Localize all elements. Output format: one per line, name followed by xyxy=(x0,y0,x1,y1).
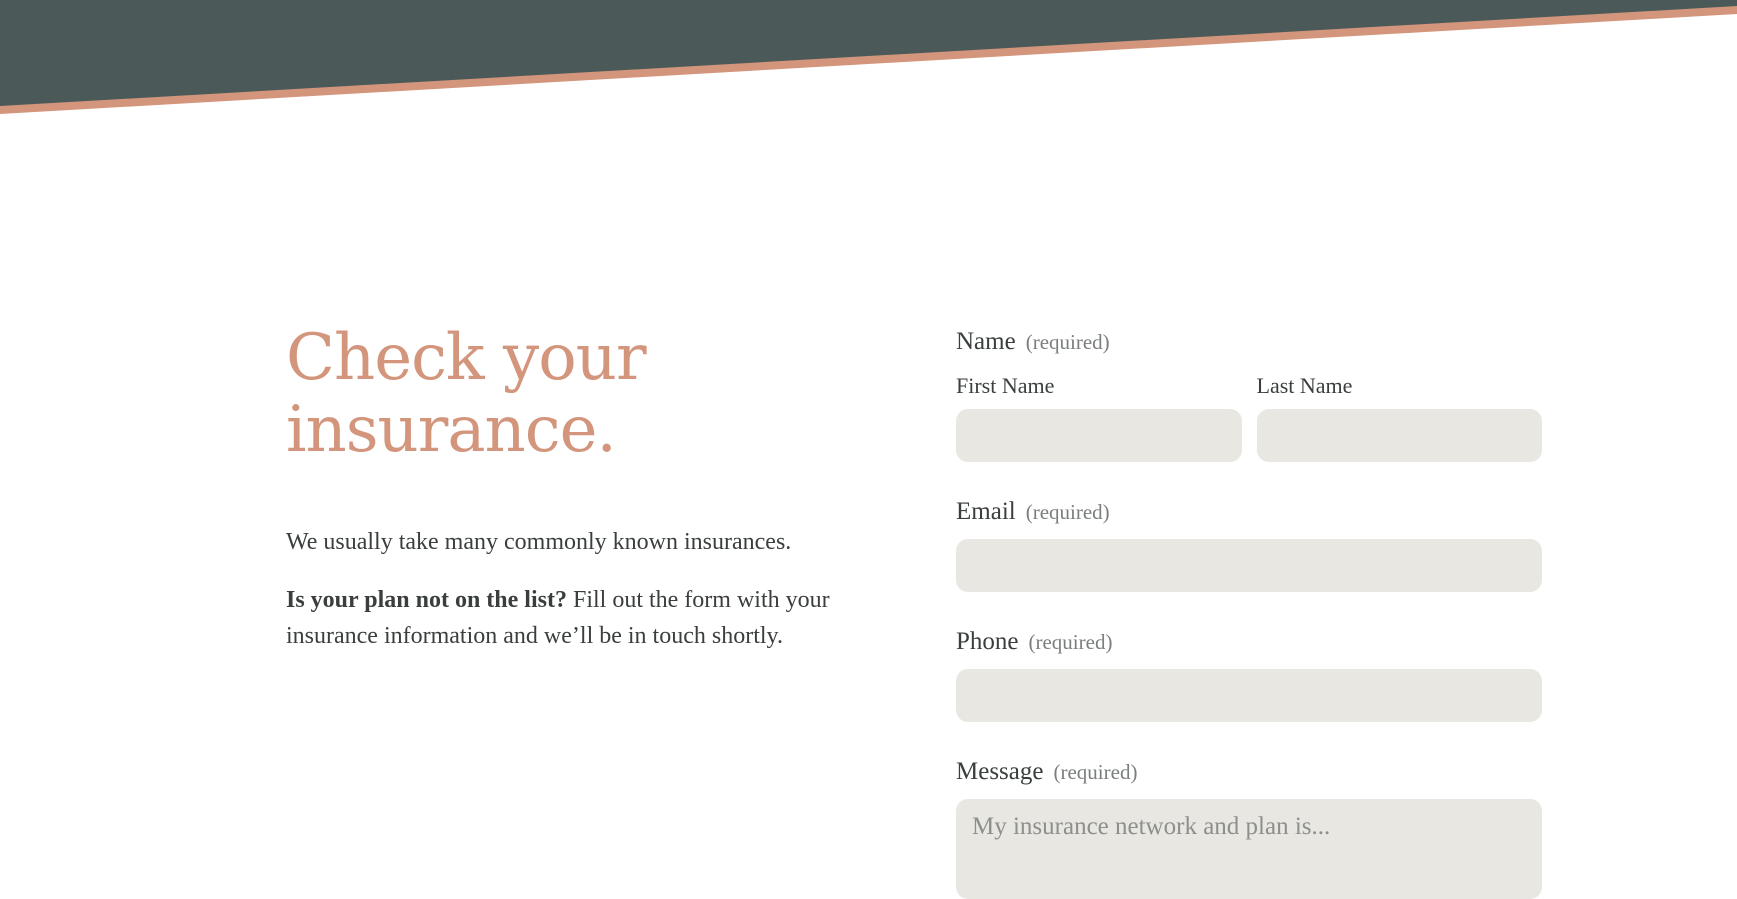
name-label-row xyxy=(956,326,1542,358)
name-required: (required) xyxy=(1025,330,1110,354)
email-required: (required) xyxy=(1025,500,1110,524)
first-name-input[interactable] xyxy=(956,409,1242,462)
plan-note-bold: Is your plan not on the list? xyxy=(286,587,567,613)
phone-field-group xyxy=(956,626,1542,722)
message-label-row xyxy=(956,756,1542,788)
message-label: Message xyxy=(956,758,1044,785)
email-input[interactable] xyxy=(956,539,1542,592)
plan-note-text: Fill out the form with your insurance information and we’ll be in touch shortly. xyxy=(286,587,830,649)
first-name-label: First Name xyxy=(956,373,1055,398)
message-required: (required) xyxy=(1053,760,1138,784)
intro-text: We usually take many commonly known insurances. xyxy=(286,529,792,555)
message-field-group xyxy=(956,756,1542,899)
last-name-label: Last Name xyxy=(1256,373,1353,398)
phone-required: (required) xyxy=(1028,630,1113,654)
headline-line-2: insurance. xyxy=(286,393,616,467)
email-label-row xyxy=(956,496,1542,528)
phone-label-row xyxy=(956,626,1542,658)
email-field-group xyxy=(956,496,1542,592)
first-name-column xyxy=(956,372,1242,462)
phone-input[interactable] xyxy=(956,669,1542,722)
last-name-column xyxy=(1257,372,1543,462)
page-title xyxy=(286,322,866,466)
name-row xyxy=(956,372,1542,462)
intro-section xyxy=(286,322,866,654)
message-input[interactable] xyxy=(956,799,1542,899)
insurance-form xyxy=(956,326,1542,899)
headline-line-1: Check your xyxy=(286,321,646,395)
name-field-group xyxy=(956,326,1542,462)
last-name-input[interactable] xyxy=(1257,409,1543,462)
email-label: Email xyxy=(956,498,1016,525)
banner-background xyxy=(0,0,1737,106)
plan-note xyxy=(286,582,866,654)
name-label: Name xyxy=(956,328,1016,355)
phone-label: Phone xyxy=(956,628,1019,655)
header-banner xyxy=(0,0,1737,130)
